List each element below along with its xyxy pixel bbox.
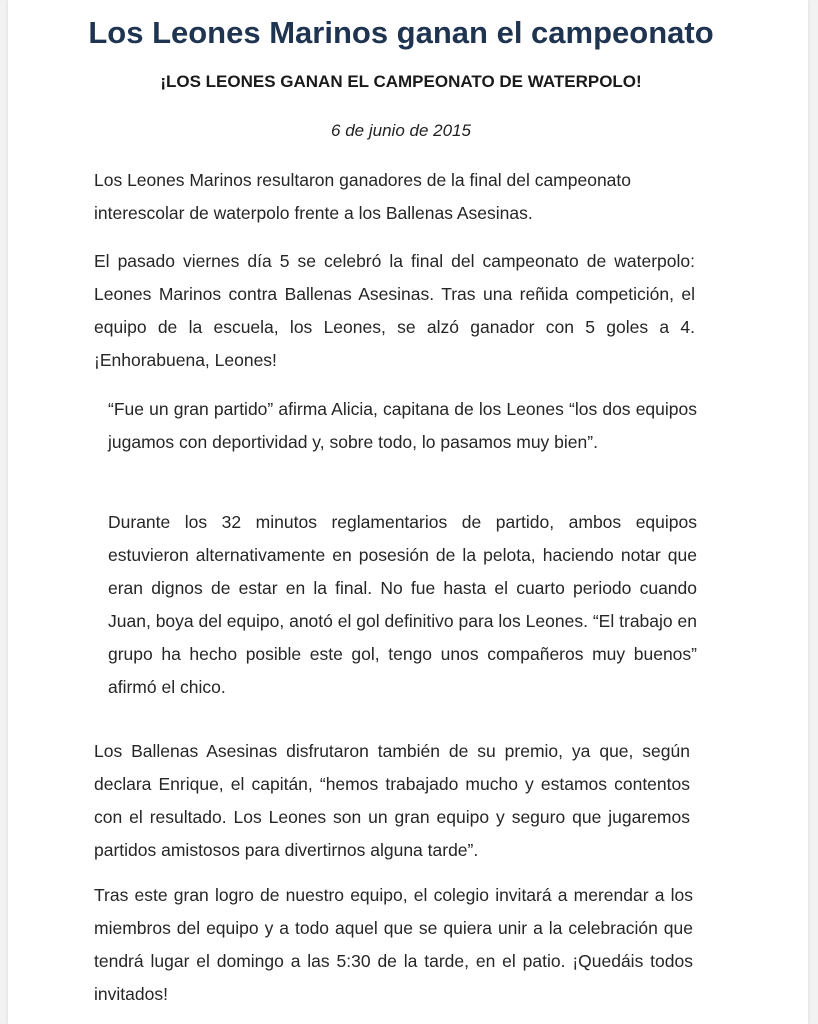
paragraph-ballenas-asesinas: Los Ballenas Asesinas disfrutaron también de su premio, ya que, según declara Enrique, el capitán, “hemos trabajado mucho y estamos contentos con el resultado. Los Leones son un gran equipo y seguro que jugaremos partidos amistosos para divertirnos alguna tarde”. [94,741,690,860]
article-subtitle: ¡LOS LEONES GANAN EL CAMPEONATO DE WATERPOLO! [160,72,642,91]
document-page [8,0,808,1024]
article-date: 6 de junio de 2015 [331,121,471,140]
paragraph-match-summary: El pasado viernes día 5 se celebró la final del campeonato de waterpolo: Leones Marinos contra Ballenas Asesinas. Tras una reñida competición, el equipo de la escuela, los Leones, se alzó ganador con 5 goles a 4. ¡Enhorabuena, Leones! [94,251,695,370]
paragraph-match-details: Durante los 32 minutos reglamentarios de partido, ambos equipos estuvieron alternativamente en posesión de la pelota, haciendo notar que eran dignos de estar en la final. No fue hasta el cuarto periodo cuando Juan, boya del equipo, anotó el gol definitivo para los Leones. “El trabajo en grupo ha hecho posible este gol, tengo unos compañeros muy buenos” afirmó el chico. [108,512,697,697]
article-title: Los Leones Marinos ganan el campeonato [88,15,714,50]
paragraph-celebration: Tras este gran logro de nuestro equipo, el colegio invitará a merendar a los miembros del equipo y a todo aquel que se quiera unir a la celebración que tendrá lugar el domingo a las 5:30 de la tarde, en el patio. ¡Quedáis todos invitados! [94,885,693,1004]
quote-captain-alicia: “Fue un gran partido” afirma Alicia, capitana de los Leones “los dos equipos jugamos con deportividad y, sobre todo, lo pasamos muy bien”. [108,399,697,452]
paragraph-intro: Los Leones Marinos resultaron ganadores de la final del campeonato interescolar de waterpolo frente a los Ballenas Asesinas. [94,170,632,223]
